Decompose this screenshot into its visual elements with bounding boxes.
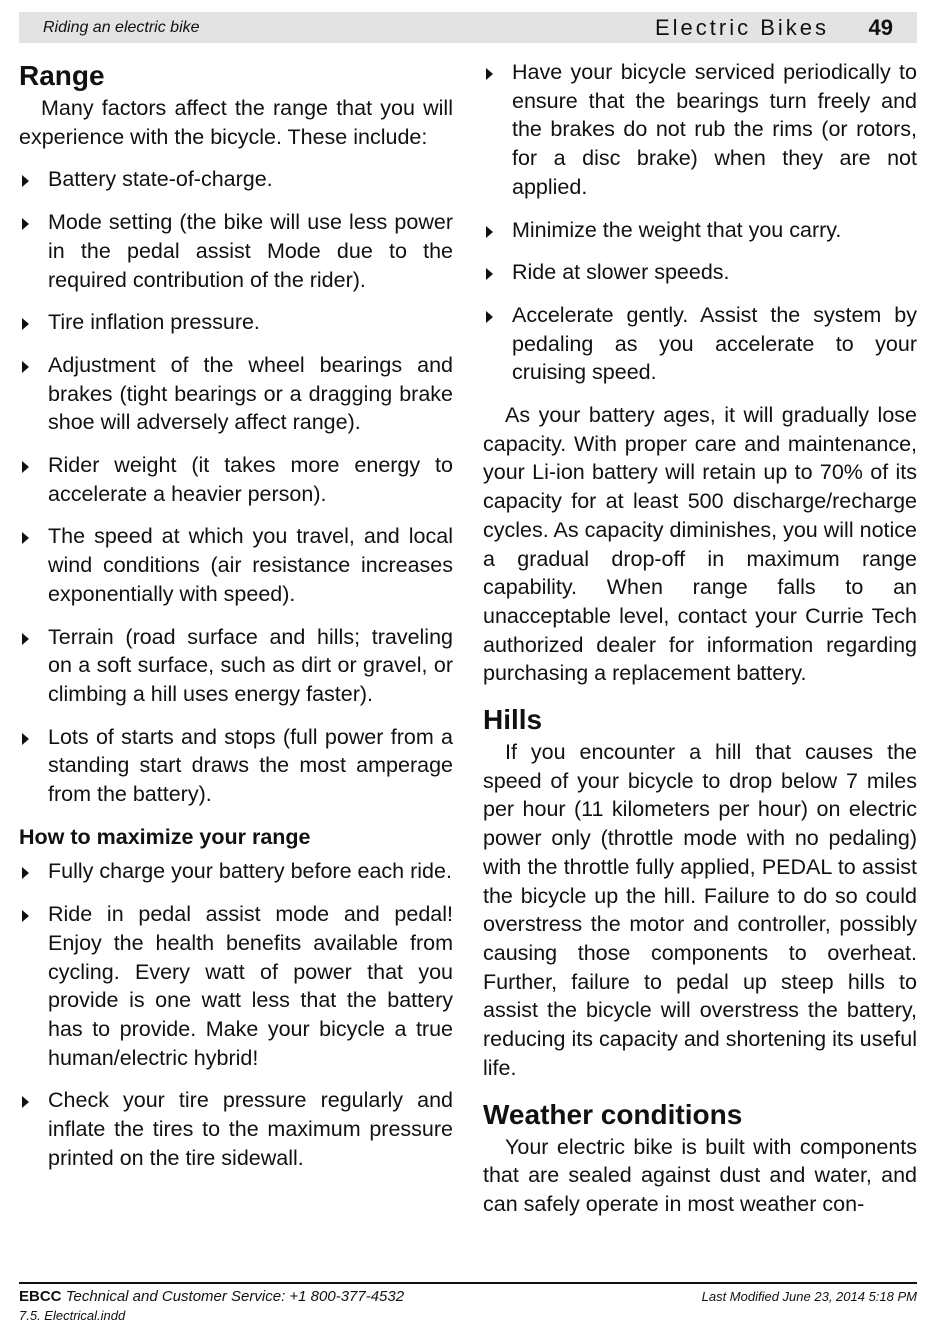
list-item: Rider weight (it takes more energy to accelerate a heavier person). bbox=[19, 451, 453, 508]
page-number: 49 bbox=[868, 15, 893, 40]
hills-paragraph: If you encounter a hill that causes the speed of your bicycle to drop below 7 miles per hour (11 kilometers per hour) on electric power only (throttle mode with no pedaling) with the throttle fully applied, PEDAL to assist the bicycle up the hill. Failure to do so could overstress the motor and controller, possibly causing those components to overheat. Further, failure to pedal up steep hills to assist the bicycle will overstress the battery, reducing its capacity and shortening its useful life. bbox=[483, 740, 917, 1080]
list-item: Ride at slower speeds. bbox=[483, 258, 917, 287]
range-factors-list bbox=[19, 165, 453, 808]
list-item: Lots of starts and stops (full power from a standing start draws the most amperage from the battery). bbox=[19, 723, 453, 809]
list-item: Have your bicycle serviced periodically to ensure that the bearings turn freely and the brakes do not rub the rims (or rotors, for a disc brake) when they are not applied. bbox=[483, 58, 917, 202]
list-item: The speed at which you travel, and local wind conditions (air resistance increases exponentially with speed). bbox=[19, 522, 453, 608]
bullet-arrow-icon bbox=[22, 733, 29, 745]
list-item: Fully charge your battery before each ride. bbox=[19, 857, 453, 886]
footer-last-modified: Last Modified June 23, 2014 5:18 PM bbox=[701, 1289, 917, 1304]
maximize-tips-list bbox=[19, 857, 453, 1172]
footer-service: Technical and Customer Service: +1 800-377-4532 bbox=[65, 1288, 405, 1305]
list-item: Terrain (road surface and hills; traveling on a soft surface, such as dirt or gravel, or climbing a hill uses energy faster). bbox=[19, 623, 453, 709]
bullet-arrow-icon bbox=[22, 218, 29, 230]
section-title: Riding an electric bike bbox=[43, 19, 200, 36]
range-heading: Range bbox=[19, 60, 105, 91]
bullet-arrow-icon bbox=[22, 910, 29, 922]
bullet-arrow-icon bbox=[22, 532, 29, 544]
bullet-arrow-icon bbox=[22, 318, 29, 330]
list-item: Adjustment of the wheel bearings and brakes (tight bearings or a dragging brake shoe will adversely affect range). bbox=[19, 351, 453, 437]
weather-paragraph: Your electric bike is built with components that are sealed against dust and water, and can safely operate in most weather con- bbox=[483, 1134, 917, 1216]
footer-service-line bbox=[19, 1288, 404, 1305]
bullet-arrow-icon bbox=[22, 361, 29, 373]
bullet-arrow-icon bbox=[486, 311, 493, 323]
list-item: Battery state-of-charge. bbox=[19, 165, 453, 194]
hills-heading: Hills bbox=[483, 704, 543, 736]
list-item: Ride in pedal assist mode and pedal! Enjoy the health benefits available from cycling. Every watt of power that you provide is one watt less that the battery has to provide. Make your bicycle a true human/electric hybrid! bbox=[19, 900, 453, 1072]
bullet-arrow-icon bbox=[486, 226, 493, 238]
weather-heading: Weather conditions bbox=[483, 1098, 743, 1130]
list-item: Mode setting (the bike will use less power in the pedal assist Mode due to the required contribution of the rider). bbox=[19, 208, 453, 294]
left-column bbox=[19, 58, 453, 1187]
bullet-arrow-icon bbox=[22, 633, 29, 645]
bullet-arrow-icon bbox=[22, 175, 29, 187]
bullet-arrow-icon bbox=[486, 268, 493, 280]
bullet-arrow-icon bbox=[22, 867, 29, 879]
bullet-arrow-icon bbox=[486, 68, 493, 80]
list-item: Minimize the weight that you carry. bbox=[483, 216, 917, 245]
range-intro: Many factors affect the range that you will experience with the bicycle. These include: bbox=[19, 96, 453, 149]
maximize-tips-list-continued bbox=[483, 58, 917, 387]
list-item: Check your tire pressure regularly and inflate the tires to the maximum pressure printed on the tire sidewall. bbox=[19, 1086, 453, 1172]
bullet-arrow-icon bbox=[22, 1096, 29, 1108]
right-column bbox=[483, 58, 917, 1233]
bullet-arrow-icon bbox=[22, 461, 29, 473]
list-item: Accelerate gently. Assist the system by pedaling as you accelerate to your cruising speed. bbox=[483, 301, 917, 387]
footer-brand: EBCC bbox=[19, 1288, 62, 1305]
chapter-title: Electric Bikes bbox=[654, 15, 829, 40]
footer-filename: 7.5. Electrical.indd bbox=[19, 1308, 126, 1323]
footer-divider bbox=[19, 1282, 917, 1284]
running-header bbox=[19, 12, 917, 43]
battery-aging-paragraph: As your battery ages, it will gradually lose capacity. With proper care and maintenance, your Li-ion battery will retain up to 70% of its capacity for at least 500 discharge/recharge cycles. As capacity diminishes, you will notice a gradual drop-off in maximum range capability. When range falls to an unacceptable level, contact your Currie Tech authorized dealer for information regarding purchasing a replacement battery. bbox=[483, 403, 917, 686]
maximize-range-heading: How to maximize your range bbox=[19, 824, 311, 849]
list-item: Tire inflation pressure. bbox=[19, 308, 453, 337]
